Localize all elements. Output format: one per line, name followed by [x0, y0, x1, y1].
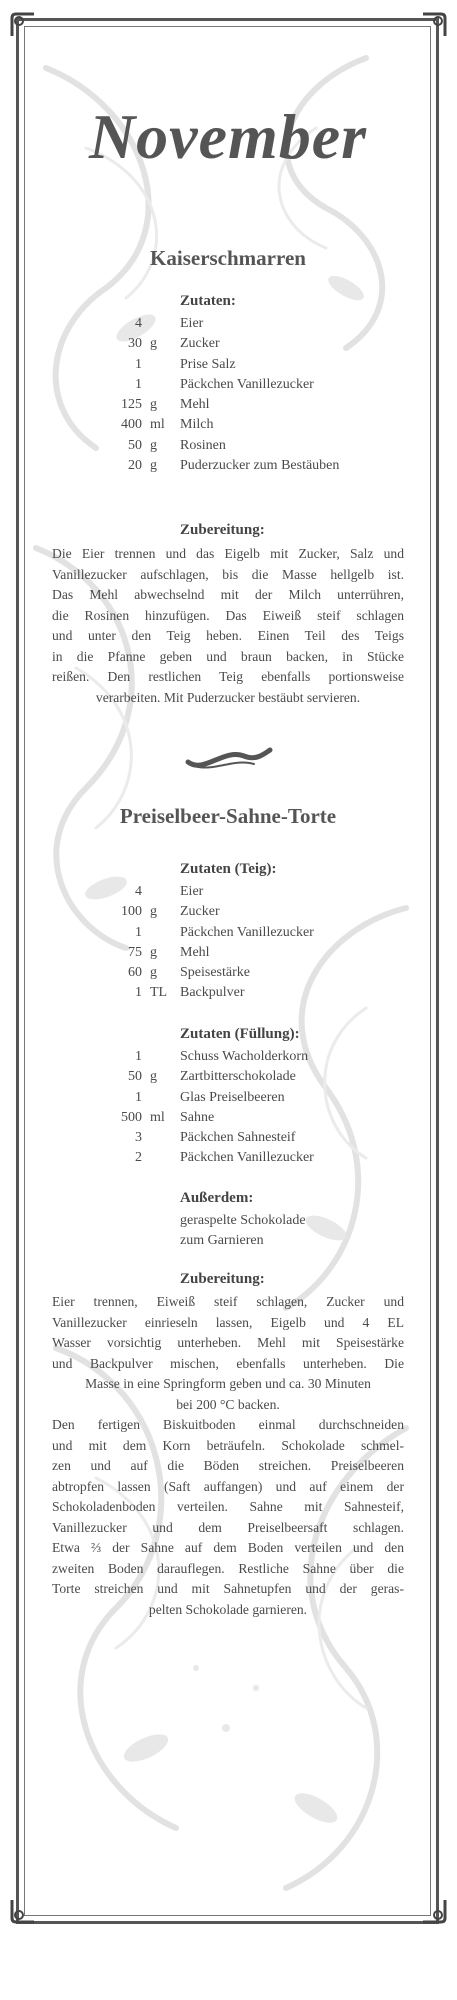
- ingredient-row: [112, 1088, 402, 1108]
- text-line: Den fertigen Biskuitboden einmal durchschneiden: [52, 1417, 404, 1432]
- text-line: Wasser vorsichtig unterheben. Mehl mit Speisestärke: [52, 1335, 404, 1350]
- ingredient-quantity: 1: [135, 1049, 142, 1064]
- ingredient-unit: g: [150, 458, 157, 474]
- dough-ingredient-list: [112, 882, 402, 1004]
- ingredient-quantity: 100: [121, 904, 142, 920]
- text-line: zen und auf die Böden streichen. Preiselbeeren: [52, 1458, 404, 1473]
- preparation-text: [52, 544, 404, 708]
- ingredient-name: Päckchen Vanillezucker: [180, 1150, 314, 1166]
- ingredient-row: [112, 314, 402, 334]
- text-line: in die Pfanne geben und braun backen, in Stücke: [52, 648, 404, 664]
- ingredient-name: Mehl: [180, 397, 210, 413]
- ingredient-row: [112, 355, 402, 375]
- ingredient-quantity: 1: [135, 376, 142, 392]
- ingredient-row: [112, 983, 402, 1003]
- ingredient-name: Speisestärke: [180, 965, 250, 981]
- ingredient-row: [112, 1067, 402, 1087]
- corner-ornament-icon: [8, 10, 38, 40]
- text-line: die Rosinen hinzufügen. Das Eiweiß steif schlagen: [52, 607, 404, 623]
- ingredient-unit: g: [150, 1069, 157, 1085]
- ingredient-quantity: 125: [121, 397, 142, 413]
- ingredient-quantity: 20: [128, 458, 142, 474]
- ingredient-row: [112, 436, 402, 456]
- ingredient-quantity: 50: [128, 437, 142, 453]
- flourish-divider-icon: [184, 744, 274, 774]
- ingredient-quantity: 75: [128, 944, 142, 960]
- ingredient-row: [112, 1128, 402, 1148]
- ingredient-row: [112, 395, 402, 415]
- ingredient-row: [112, 456, 402, 476]
- ingredient-name: Prise Salz: [180, 356, 236, 372]
- month-title: November: [88, 101, 368, 172]
- ingredient-unit: TL: [150, 985, 168, 1001]
- extras-heading: Außerdem:: [180, 1190, 254, 1206]
- ingredient-unit: g: [150, 437, 157, 453]
- ingredients-heading: Zutaten:: [180, 293, 236, 309]
- ingredient-name: Päckchen Vanillezucker: [180, 376, 314, 392]
- ingredient-quantity: 1: [135, 1089, 142, 1105]
- preparation-heading: Zubereitung:: [180, 522, 265, 538]
- ingredient-unit: g: [150, 965, 157, 981]
- extras-item: zum Garnieren: [180, 1233, 264, 1249]
- recipe-title-preiselbeer-sahne-torte: Preiselbeer-Sahne-Torte: [119, 804, 337, 828]
- ingredient-row: [112, 902, 402, 922]
- recipe-title-kaiserschmarren: Kaiserschmarren: [150, 246, 306, 270]
- ingredient-quantity: 3: [135, 1130, 142, 1146]
- ingredient-name: Schuss Wacholderkorn: [180, 1049, 309, 1064]
- ingredient-row: [112, 375, 402, 395]
- ingredient-quantity: 500: [121, 1109, 142, 1125]
- text-line: Schokoladenboden verteilen. Sahne mit Sahnesteif,: [52, 1499, 404, 1514]
- text-line: Vanillezucker aufschlagen, bis die Masse hellgelb ist.: [52, 566, 404, 582]
- text-line: verarbeiten. Mit Puderzucker bestäubt servieren.: [95, 689, 361, 705]
- ingredient-name: Mehl: [180, 944, 210, 960]
- ingredient-name: Puderzucker zum Bestäuben: [180, 458, 340, 474]
- ingredient-row: [112, 923, 402, 943]
- preparation-text: [52, 1292, 404, 1620]
- text-line: Vanillezucker einrieseln lassen, Eigelb und 4 EL: [52, 1314, 404, 1330]
- text-line: reißen. Den restlichen Teig ebenfalls portionsweise: [52, 669, 404, 684]
- ingredient-unit: g: [150, 397, 157, 413]
- extras-list: [180, 1211, 306, 1252]
- filling-ingredient-list: [112, 1047, 402, 1169]
- ingredient-row: [112, 882, 402, 902]
- text-line: Etwa ⅔ der Sahne auf dem Boden verteilen und den: [52, 1540, 404, 1555]
- ingredient-quantity: 4: [135, 316, 142, 331]
- ingredient-quantity: 1: [135, 356, 142, 372]
- ingredient-name: Eier: [180, 316, 204, 331]
- ingredient-quantity: 60: [128, 965, 142, 981]
- corner-ornament-icon: [8, 1896, 38, 1926]
- ingredient-quantity: 50: [128, 1069, 142, 1085]
- ingredient-row: [112, 1148, 402, 1168]
- ingredient-quantity: 1: [135, 924, 142, 940]
- ingredient-quantity: 30: [128, 336, 142, 352]
- ingredient-unit: g: [150, 944, 157, 960]
- text-line: zweiten Boden darauflegen. Restliche Sahne über die: [52, 1560, 404, 1576]
- ingredient-unit: ml: [150, 1109, 165, 1125]
- text-line: abtropfen lassen (Saft auffangen) und auf einem der: [52, 1478, 404, 1494]
- text-line: Masse in eine Springform geben und ca. 30 Minuten: [85, 1376, 371, 1391]
- ingredient-row: [112, 334, 402, 354]
- corner-ornament-icon: [419, 10, 449, 40]
- ingredient-list: [112, 314, 402, 476]
- ingredient-name: Backpulver: [180, 985, 245, 1001]
- corner-ornament-icon: [419, 1896, 449, 1926]
- ingredient-unit: g: [150, 336, 157, 352]
- ingredient-name: Sahne: [180, 1109, 215, 1125]
- ingredient-name: Zucker: [180, 904, 220, 920]
- ingredient-name: Zucker: [180, 336, 220, 352]
- ingredient-name: Päckchen Sahnesteif: [180, 1130, 296, 1146]
- ingredient-quantity: 2: [135, 1150, 142, 1166]
- text-line: bei 200 °C backen.: [176, 1396, 280, 1412]
- ingredient-quantity: 400: [121, 417, 142, 433]
- ingredient-row: [112, 963, 402, 983]
- ingredient-name: Eier: [180, 884, 204, 899]
- text-line: Das Mehl abwechselnd mit der Milch unterrühren,: [52, 587, 404, 602]
- ingredient-name: Päckchen Vanillezucker: [180, 924, 314, 940]
- ingredient-row: [112, 1108, 402, 1128]
- ingredient-row: [112, 1047, 402, 1067]
- ingredient-name: Milch: [180, 417, 214, 433]
- text-line: Eier trennen, Eiweiß steif schlagen, Zucker und: [52, 1294, 404, 1309]
- dough-ingredients-heading: Zutaten (Teig):: [180, 861, 277, 877]
- ingredient-row: [112, 415, 402, 435]
- preparation-heading: Zubereitung:: [180, 1271, 265, 1287]
- text-line: und mit dem Korn beträufeln. Schokolade schmel-: [52, 1437, 404, 1453]
- ingredient-quantity: 4: [135, 884, 142, 899]
- text-line: Die Eier trennen und das Eigelb mit Zucker, Salz und: [52, 546, 404, 561]
- text-line: und Backpulver mischen, ebenfalls unterheben. Die: [52, 1355, 404, 1371]
- ingredient-unit: g: [150, 904, 157, 920]
- ingredient-quantity: 1: [135, 985, 142, 1001]
- extras-item: geraspelte Schokolade: [180, 1213, 306, 1228]
- text-line: Vanillezucker und dem Preiselbeersaft schlagen.: [52, 1519, 404, 1535]
- filling-ingredients-heading: Zutaten (Füllung):: [180, 1026, 300, 1042]
- ingredient-name: Glas Preiselbeeren: [180, 1089, 285, 1105]
- text-line: pelten Schokolade garnieren.: [148, 1601, 308, 1617]
- ingredient-name: Zartbitterschokolade: [180, 1069, 296, 1085]
- text-line: und unter den Teig heben. Einen Teil des Teigs: [52, 628, 404, 643]
- text-line: Torte streichen und mit Sahnetupfen und der geras-: [52, 1581, 404, 1596]
- ingredient-name: Rosinen: [180, 437, 226, 453]
- ingredient-unit: ml: [150, 417, 165, 433]
- ingredient-row: [112, 943, 402, 963]
